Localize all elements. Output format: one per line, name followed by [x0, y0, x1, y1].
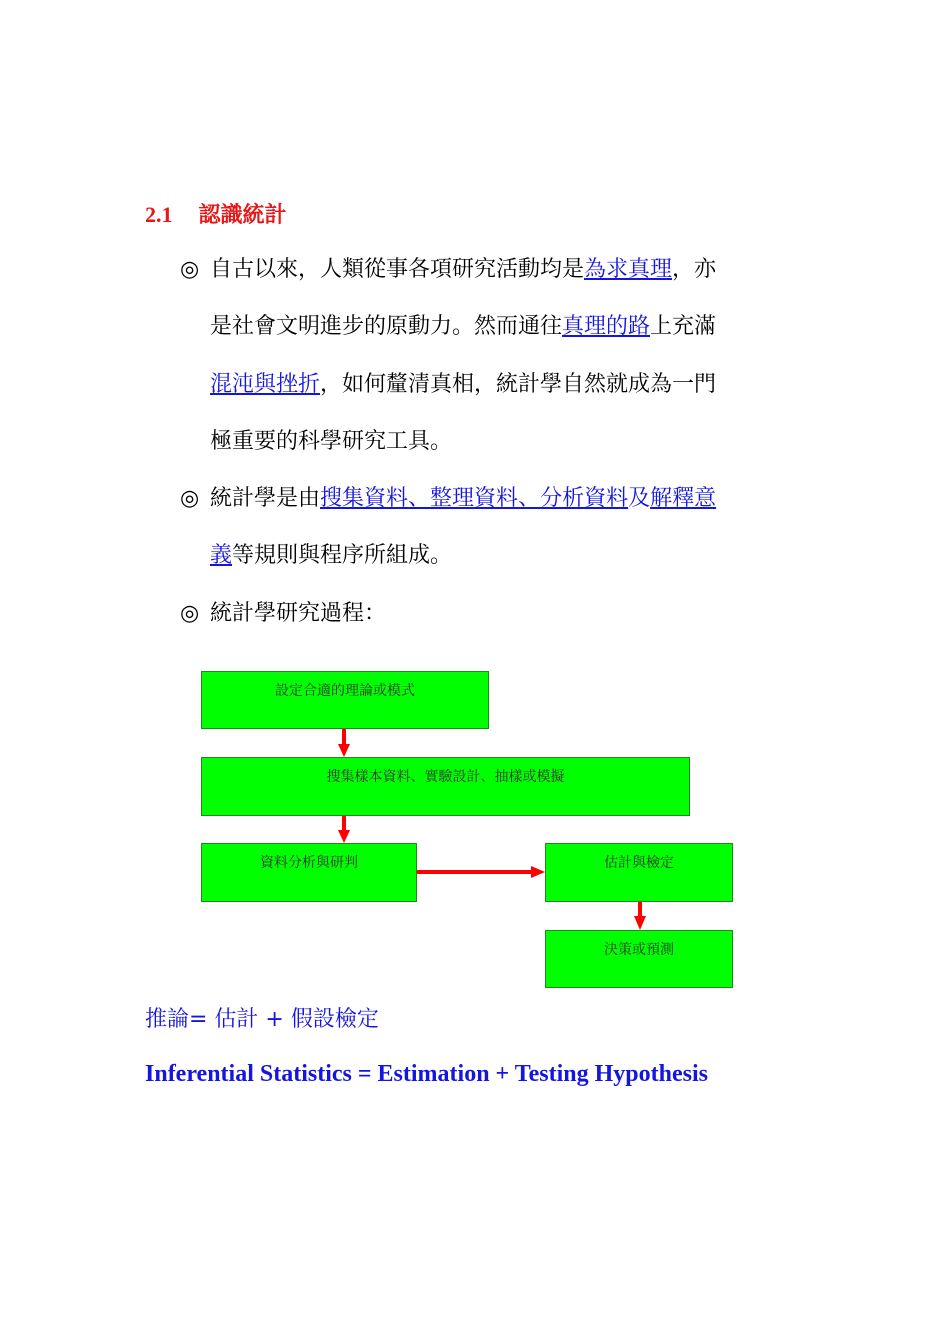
link-interpret-meaning-cont[interactable]: 義 — [210, 543, 233, 568]
link-truth[interactable]: 為求真理 — [584, 257, 673, 282]
text: ，亦 — [672, 257, 717, 282]
arrow-head-3 — [531, 866, 545, 878]
text: 等規則與程序所組成。 — [232, 543, 453, 568]
bullet-icon: ◎ — [180, 601, 200, 626]
formula-chinese: 推論= 估計 + 假設檢定 — [145, 1007, 379, 1032]
text: 自古以來，人類從事各項研究活動均是 — [210, 257, 585, 282]
flow-box-collect: 搜集樣本資料、實驗設計、抽樣或模擬 — [201, 757, 690, 816]
text: 是社會文明進步的原動力。然而通往 — [210, 314, 563, 339]
text: 統計學是由 — [210, 486, 321, 511]
p1-line4: 極重要的科學研究工具。 — [210, 429, 453, 454]
separator: 、 — [408, 486, 431, 511]
link-analyze-data[interactable]: 分析資料 — [540, 486, 629, 511]
flow-box-decision: 決策或預測 — [545, 930, 733, 988]
arrow-head-2 — [338, 830, 350, 843]
link-road-to-truth[interactable]: 真理的路 — [562, 314, 651, 339]
link-collect-data[interactable]: 搜集資料 — [320, 486, 409, 511]
link-chaos-setbacks[interactable]: 混沌與挫折 — [210, 372, 321, 397]
flow-box-estimate-test: 估計與檢定 — [545, 843, 733, 902]
text: 上充滿 — [650, 314, 717, 339]
section-number: 2.1 — [145, 202, 173, 227]
text: 及 — [628, 486, 651, 511]
link-interpret-meaning[interactable]: 解釋意 — [650, 486, 717, 511]
flow-box-theory: 設定合適的理論或模式 — [201, 671, 489, 729]
formula-english: Inferential Statistics = Estimation + Testing Hypothesis — [145, 1061, 708, 1087]
bullet-icon: ◎ — [180, 257, 200, 282]
separator: 、 — [518, 486, 541, 511]
arrow-head-1 — [338, 744, 350, 757]
arrow-head-4 — [634, 916, 646, 930]
flow-box-analysis: 資料分析與研判 — [201, 843, 417, 902]
p3-line1: 統計學研究過程： — [210, 601, 387, 626]
link-organize-data[interactable]: 整理資料 — [430, 486, 519, 511]
bullet-icon: ◎ — [180, 486, 200, 511]
text: ，如何釐清真相，統計學自然就成為一門 — [320, 372, 717, 397]
section-title: 認識統計 — [198, 202, 287, 227]
